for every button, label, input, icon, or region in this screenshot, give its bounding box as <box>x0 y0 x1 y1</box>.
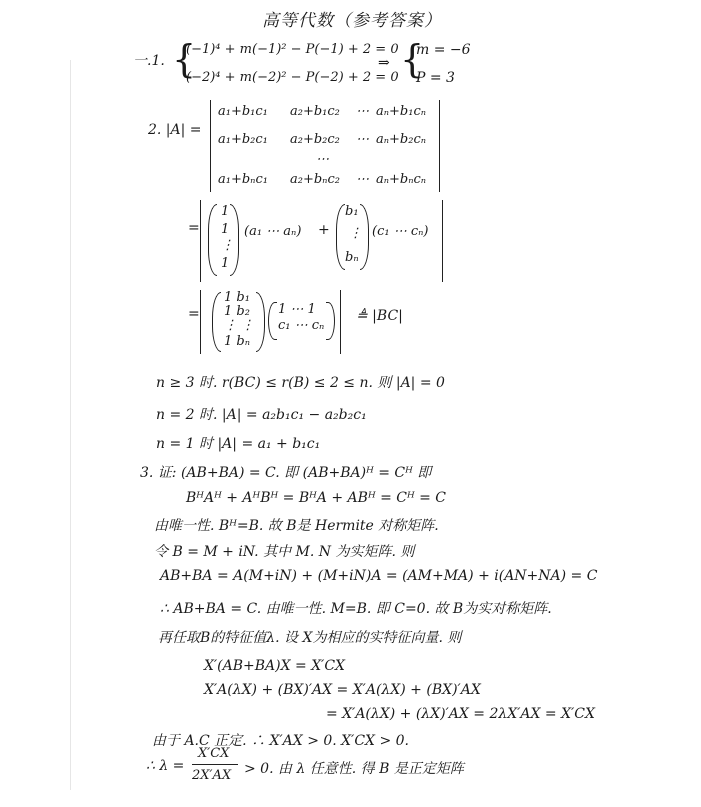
equals-sign-2: = <box>188 306 200 322</box>
det-cell-rncn: aₙ+bₙcₙ <box>376 172 427 187</box>
paren-right <box>256 292 265 352</box>
colvec2-entry-1: b₁ <box>345 204 359 219</box>
problem-2-label: 2. |A| = <box>148 122 202 138</box>
p3-line-7: 再任取B的特征值λ. 设 X为相应的实特征向量. 则 <box>158 630 462 646</box>
page-title: 高等代数（参考答案） <box>262 11 442 31</box>
page-edge <box>70 60 71 790</box>
case-n-eq-2: n = 2 时. |A| = a₂b₁c₁ − a₂b₂c₁ <box>156 407 367 423</box>
p3-conclusion: > 0. 由 λ 任意性. 得 B 是正定矩阵 <box>244 761 464 777</box>
paren-left <box>208 204 217 276</box>
p3-line-10: = X′A(λX) + (λX)′AX = 2λX′AX = X′CX <box>326 706 595 722</box>
fraction-denominator: 2X′AX <box>192 768 232 783</box>
right-brace: { <box>400 37 425 81</box>
p3-line-11: 由于 A.C 正定. ∴ X′AX > 0. X′CX > 0. <box>152 733 409 749</box>
colvec2-entry-2: ⋮ <box>349 226 362 241</box>
det-cell-r2-dots: ⋯ <box>356 132 369 147</box>
det-cell-r1c1: a₁+b₁c₁ <box>218 104 268 119</box>
equals-sign-1: = <box>188 220 200 236</box>
rowvec-a: (a₁ ⋯ aₙ) <box>244 224 302 239</box>
det-cell-rnc1: a₁+bₙc₁ <box>218 172 268 187</box>
det-cell-r1cn: aₙ+b₁cₙ <box>376 104 426 119</box>
paren-left <box>336 204 345 270</box>
mat-c-row-1: 1 ⋯ 1 <box>278 302 316 317</box>
paren-left <box>268 302 277 340</box>
case-n-ge-3: n ≥ 3 时. r(BC) ≤ r(B) ≤ 2 ≤ n. 则 |A| = 0 <box>156 375 445 391</box>
mat-b-row-1: 1 b₁ <box>224 290 250 305</box>
det-cell-rnc2: a₂+bₙc₂ <box>290 172 340 187</box>
colvec1-entry-1: 1 <box>221 204 230 219</box>
case-n-eq-1: n = 1 时 |A| = a₁ + b₁c₁ <box>156 436 321 452</box>
det-cell-r1c2: a₂+b₁c₂ <box>290 104 340 119</box>
p3-line-6: ∴ AB+BA = C. 由唯一性. M=B. 即 C=0. 故 B为实对称矩阵. <box>160 601 552 617</box>
det-bar-right-2 <box>340 290 341 354</box>
p3-line-9: X′A(λX) + (BX)′AX = X′A(λX) + (BX)′AX <box>204 682 481 698</box>
det-cell-rn-dots: ⋯ <box>356 172 369 187</box>
p3-line-3: 由唯一性. Bᴴ=B. 故 B是 Hermite 对称矩阵. <box>154 518 439 534</box>
paren-left <box>212 292 221 352</box>
defined-as-bc: ≜ |BC| <box>356 308 403 324</box>
implies-arrow: ⇒ <box>378 55 390 71</box>
p1-equation-1: (−1)⁴ + m(−1)² − P(−1) + 2 = 0 <box>186 42 399 57</box>
mat-b-row-3: ⋮ ⋮ <box>224 318 255 333</box>
mat-b-row-2: 1 b₂ <box>224 304 250 319</box>
det-cell-r2c1: a₁+b₂c₁ <box>218 132 268 147</box>
rowvec-c: (c₁ ⋯ cₙ) <box>372 224 429 239</box>
det-cell-r2cn: aₙ+b₂cₙ <box>376 132 426 147</box>
fraction-bar <box>192 764 238 765</box>
p3-line-1: 3. 证: (AB+BA) = C. 即 (AB+BA)ᴴ = Cᴴ 即 <box>140 465 432 481</box>
paren-right <box>360 204 369 270</box>
mat-b-row-4: 1 bₙ <box>224 334 250 349</box>
paren-right <box>326 302 335 340</box>
colvec2-entry-3: bₙ <box>345 250 359 265</box>
det-bar-right-1 <box>442 200 443 282</box>
mat-c-row-2: c₁ ⋯ cₙ <box>278 318 325 333</box>
det-bar-left-1 <box>200 200 201 282</box>
p3-line-5: AB+BA = A(M+iN) + (M+iN)A = (AM+MA) + i(AN+NA) = C <box>160 568 598 584</box>
plus-sign: + <box>318 222 330 238</box>
p1-equation-2: (−2)⁴ + m(−2)² − P(−2) + 2 = 0 <box>186 70 399 85</box>
lambda-equals: ∴ λ = <box>146 758 185 774</box>
colvec1-entry-2: 1 <box>221 222 230 237</box>
det-bar-left-2 <box>200 290 201 354</box>
det-cell-r1-dots: ⋯ <box>356 104 369 119</box>
p3-line-4: 令 B = M + iN. 其中 M. N 为实矩阵. 则 <box>154 544 415 560</box>
paren-right <box>230 204 239 276</box>
fraction-numerator: X′CX <box>198 746 230 761</box>
det-vertical-dots: ⋯ <box>316 152 329 167</box>
colvec1-entry-3: ⋮ <box>221 238 234 253</box>
problem-1-label: 一.1. <box>133 53 165 69</box>
p1-result-p: P = 3 <box>416 70 455 86</box>
p3-line-2: BᴴAᴴ + AᴴBᴴ = BᴴA + ABᴴ = Cᴴ = C <box>186 490 447 506</box>
colvec1-entry-4: 1 <box>221 256 230 271</box>
left-brace: { <box>172 37 197 81</box>
p3-line-8: X′(AB+BA)X = X′CX <box>204 658 346 674</box>
p1-result-m: m = −6 <box>416 42 471 58</box>
det-cell-r2c2: a₂+b₂c₂ <box>290 132 340 147</box>
